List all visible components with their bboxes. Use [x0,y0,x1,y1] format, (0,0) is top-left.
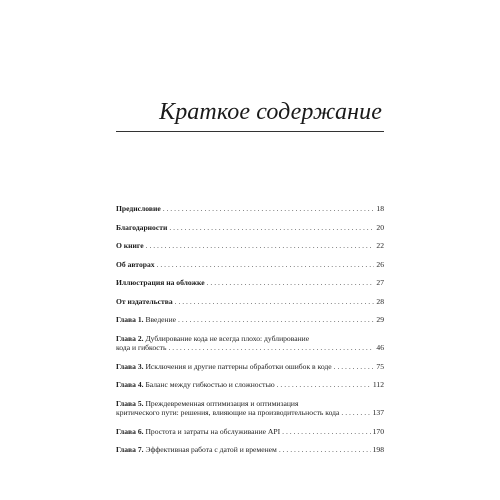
toc-page-number: 46 [376,343,384,352]
dot-leader [163,204,375,214]
toc-page-number: 137 [372,408,384,417]
chapter-title: Введение [145,315,177,324]
dot-leader [178,315,374,325]
toc-page-number: 198 [372,445,384,454]
toc-entry-label: Иллюстрация на обложке [116,278,205,287]
chapter-title: Дублирование кода не всегда плохо: дублирование [145,333,310,343]
dot-leader [277,380,371,390]
toc-entry-chapter-1[interactable] [116,315,384,325]
dot-leader [207,278,375,288]
chapter-title-continued: критического пути: решения, влияющие на производительность кода [116,408,340,417]
toc-entry-label: Об авторах [116,259,155,269]
chapter-number: Глава 4. [116,380,144,389]
toc-page-number: 20 [376,222,384,232]
toc-page-number: 170 [372,426,384,436]
chapter-title-continued: кода и гибкость [116,343,167,352]
toc-entry-about-book[interactable] [116,241,384,251]
toc-page-number: 28 [376,296,384,306]
dot-leader [169,223,374,233]
toc-entry-chapter-5[interactable] [116,399,384,418]
toc-entry-label: От издательства [116,296,173,306]
toc-entry-about-authors[interactable] [116,260,384,270]
dot-leader [168,343,374,353]
dot-leader [146,241,375,251]
chapter-title: Исключения и другие паттерны обработки ошибок в коде [145,361,332,371]
dot-leader [282,427,370,437]
chapter-title: Преждевременная оптимизация и оптимизация [145,398,299,408]
chapter-number: Глава 7. [116,445,144,454]
title-rule [116,131,384,132]
toc-entry-cover-illustration[interactable] [116,278,384,288]
chapter-title: Баланс между гибкостью и сложностью [145,380,275,389]
toc-entry-preface[interactable] [116,204,384,214]
toc-entry-chapter-6[interactable] [116,427,384,437]
dot-leader [175,297,375,307]
toc-entry-acknowledgements[interactable] [116,223,384,233]
toc-entry-label: О книге [116,241,144,250]
toc-page-number: 27 [376,278,384,287]
toc-entry-chapter-7[interactable] [116,445,384,455]
toc-entry-label: Благодарности [116,222,168,232]
toc-entry-chapter-3[interactable] [116,362,384,372]
toc-entry-label: Предисловие [116,204,161,213]
toc-page-number: 29 [376,315,384,324]
chapter-number: Глава 6. [116,426,144,436]
dot-leader [334,362,375,372]
dot-leader [341,408,370,418]
toc-page-number: 26 [376,259,384,269]
page-title: Краткое содержание [159,99,382,125]
toc-page-number: 18 [376,204,384,213]
toc-entry-chapter-4[interactable] [116,380,384,390]
toc-entry-chapter-2[interactable] [116,334,384,353]
chapter-number: Глава 2. [116,333,144,343]
dot-leader [157,260,375,270]
chapter-number: Глава 1. [116,315,144,324]
chapter-title: Эффективная работа с датой и временем [145,445,277,454]
chapter-number: Глава 3. [116,361,144,371]
chapter-number: Глава 5. [116,398,144,408]
toc-entry-from-publisher[interactable] [116,297,384,307]
chapter-title: Простота и затраты на обслуживание API [145,426,281,436]
toc-page-number: 75 [376,361,384,371]
toc-page-number: 22 [376,241,384,250]
dot-leader [279,445,371,455]
toc-page-number: 112 [372,380,384,389]
